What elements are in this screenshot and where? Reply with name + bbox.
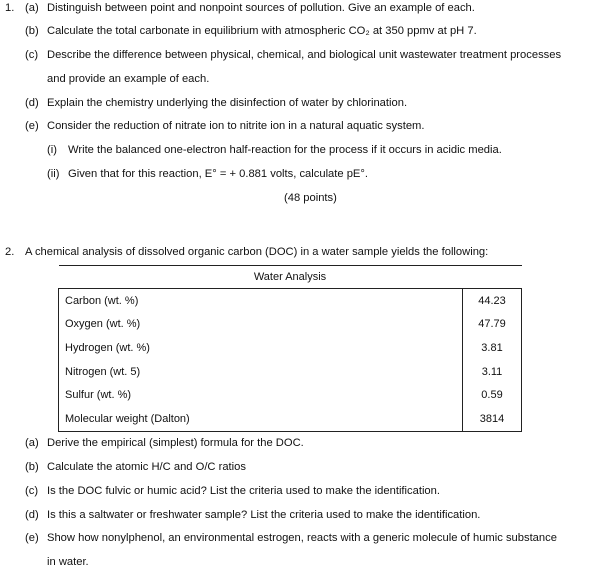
question-1-number: 1. <box>5 2 15 14</box>
q2e-label: (e) <box>25 532 39 544</box>
row-name: Oxygen (wt. %) <box>59 313 463 337</box>
table-row <box>59 383 522 407</box>
table-row <box>59 289 522 313</box>
water-analysis-title: Water Analysis <box>59 266 522 289</box>
q2c-text: Is the DOC fulvic or humic acid? List the criteria used to make the identification. <box>47 485 440 497</box>
q1d-text: Explain the chemistry underlying the disinfection of water by chlorination. <box>47 97 408 109</box>
q2e-text-continued: in water. <box>47 556 89 568</box>
q2-intro: A chemical analysis of dissolved organic carbon (DOC) in a water sample yields the following: <box>25 246 489 258</box>
row-value: 3.81 <box>463 336 522 360</box>
q1c-text-continued: and provide an example of each. <box>47 73 210 85</box>
q2d-text: Is this a saltwater or freshwater sample? List the criteria used to make the identification. <box>47 509 481 521</box>
q2c-label: (c) <box>25 485 39 497</box>
q2a-text: Derive the empirical (simplest) formula for the DOC. <box>47 437 304 449</box>
q2a-label: (a) <box>25 437 39 449</box>
q1e-text: Consider the reduction of nitrate ion to nitrite ion in a natural aquatic system. <box>47 120 425 132</box>
row-name: Carbon (wt. %) <box>59 289 463 313</box>
row-value: 3.11 <box>463 360 522 384</box>
q1e-i-text: Write the balanced one-electron half-reaction for the process if it occurs in acidic media. <box>68 144 502 156</box>
q1e-ii-text: Given that for this reaction, E° = + 0.881 volts, calculate pE°. <box>68 168 368 180</box>
row-value: 3814 <box>463 407 522 431</box>
q2e-text: Show how nonylphenol, an environmental estrogen, reacts with a generic molecule of humic substance <box>47 532 557 544</box>
q2b-text: Calculate the atomic H/C and O/C ratios <box>47 461 246 473</box>
q1a-label: (a) <box>25 2 39 14</box>
q2b-label: (b) <box>25 461 39 473</box>
question-2-number: 2. <box>5 246 15 258</box>
q1b-text: Calculate the total carbonate in equilibrium with atmospheric CO₂ at 350 ppmv at pH 7. <box>47 25 477 37</box>
row-value: 44.23 <box>463 289 522 313</box>
table-row <box>59 360 522 384</box>
row-value: 47.79 <box>463 313 522 337</box>
row-name: Hydrogen (wt. %) <box>59 336 463 360</box>
table-row <box>59 313 522 337</box>
q1e-label: (e) <box>25 120 39 132</box>
row-value: 0.59 <box>463 383 522 407</box>
table-row <box>59 336 522 360</box>
table-row <box>59 407 522 431</box>
row-name: Molecular weight (Dalton) <box>59 407 463 431</box>
q1c-text: Describe the difference between physical, chemical, and biological unit wastewater treatment processes <box>47 49 562 61</box>
q1d-label: (d) <box>25 97 39 109</box>
water-analysis-table <box>58 265 522 432</box>
q1e-i-label: (i) <box>47 144 57 156</box>
row-name: Sulfur (wt. %) <box>59 383 463 407</box>
row-name: Nitrogen (wt. 5) <box>59 360 463 384</box>
q1a-text: Distinguish between point and nonpoint sources of pollution. Give an example of each. <box>47 2 475 14</box>
q1e-ii-label: (ii) <box>47 168 60 180</box>
q1b-label: (b) <box>25 25 39 37</box>
q2d-label: (d) <box>25 509 39 521</box>
q1c-label: (c) <box>25 49 39 61</box>
q1-points: (48 points) <box>284 192 337 204</box>
